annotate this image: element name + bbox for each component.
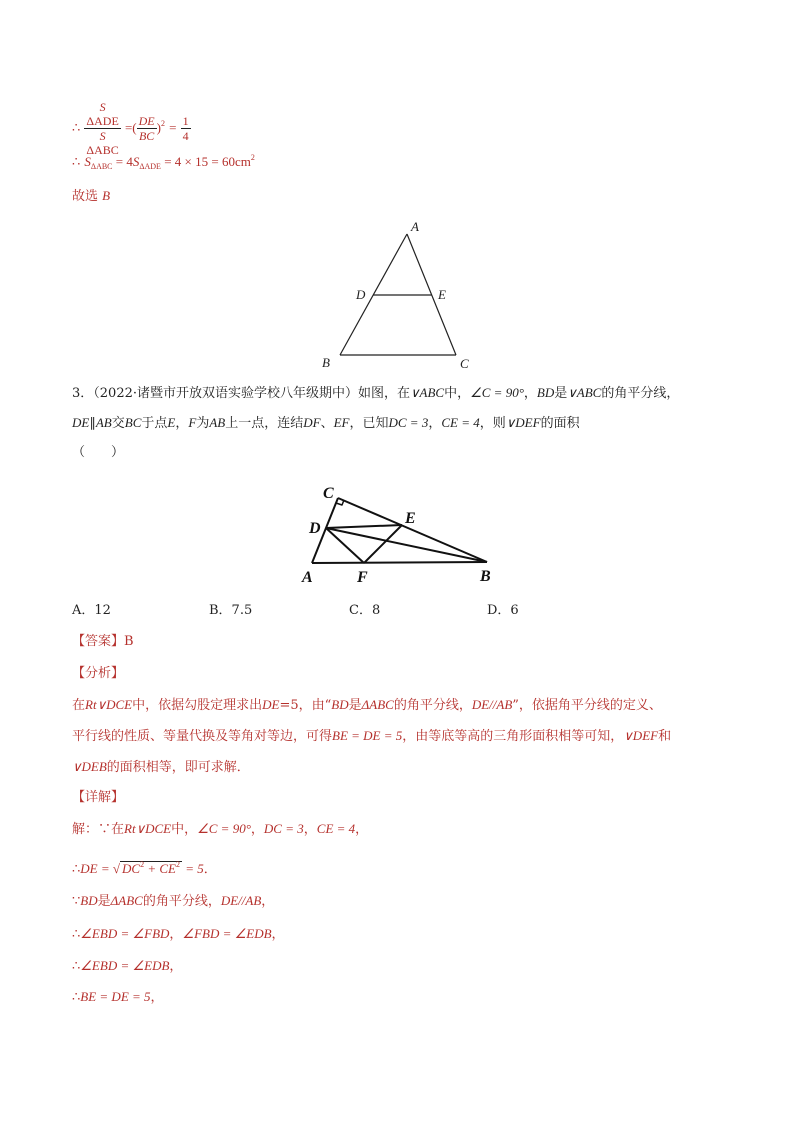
text: 是 xyxy=(97,894,111,909)
text: 的角平分线， xyxy=(601,386,680,401)
close-paren: ) xyxy=(156,120,161,135)
label-d: D xyxy=(356,287,366,302)
choose-answer-line xyxy=(72,186,110,207)
math: DC xyxy=(122,861,141,876)
math: E xyxy=(167,415,176,430)
math: = 5 xyxy=(181,861,204,876)
math: ΔABC xyxy=(361,697,394,712)
text: ，已知 xyxy=(349,416,389,431)
because-symbol: ∵ xyxy=(72,894,81,909)
text: ． xyxy=(203,862,217,877)
text: ， xyxy=(250,822,264,837)
detail-step-3 xyxy=(72,891,274,912)
therefore-symbol: ∴ xyxy=(72,155,81,170)
text: 的面积相等，即可求解． xyxy=(106,760,250,775)
math: BD xyxy=(331,697,349,712)
option-d[interactable]: D．6 xyxy=(487,603,519,618)
text: ， xyxy=(169,959,183,974)
segment-ef xyxy=(364,525,402,563)
math: ∨DEF xyxy=(623,728,659,743)
therefore-symbol: ∴ xyxy=(72,121,81,136)
math: ∠C = 90° xyxy=(470,385,524,400)
option-a[interactable]: A．12 xyxy=(72,603,111,618)
math: DE//AB xyxy=(471,697,513,712)
text: 中， xyxy=(444,386,471,401)
text: 的面积 xyxy=(540,416,580,431)
text: ，则 xyxy=(479,416,506,431)
answer-blank: （ ） xyxy=(72,445,125,460)
detail-step-5 xyxy=(72,956,182,977)
question-line-1 xyxy=(72,383,679,404)
text: 为 xyxy=(196,416,210,431)
math: BE = DE = 5 xyxy=(332,728,403,743)
text: 中， xyxy=(171,822,198,837)
segment-de xyxy=(326,525,402,528)
text: ， xyxy=(261,894,275,909)
label-a: A xyxy=(411,219,419,234)
label-e: E xyxy=(438,287,446,302)
therefore-symbol: ∴ xyxy=(72,927,81,942)
text: ， xyxy=(428,416,442,431)
option-c[interactable]: C．8 xyxy=(349,603,381,618)
text: 和 xyxy=(658,729,672,744)
text: 中，依据勾股定理求出 xyxy=(132,698,263,713)
area-symbol: S xyxy=(99,129,106,143)
label-c: C xyxy=(323,485,334,502)
label-b: B xyxy=(480,568,491,585)
area-symbol: S xyxy=(132,154,140,169)
fraction-de-bc xyxy=(137,114,157,143)
sqrt-radicand xyxy=(120,861,182,877)
math: F xyxy=(188,415,197,430)
detail-step-1 xyxy=(72,819,368,840)
math: Rt∨DCE xyxy=(124,821,172,836)
numerator: DE xyxy=(138,114,155,128)
text: 的角平分线， xyxy=(393,698,472,713)
choose-text: 故选 xyxy=(72,189,99,204)
equation-tail: = 4 × 15 = 60cm xyxy=(160,154,251,169)
math: DE xyxy=(72,415,90,430)
math: ∠FBD = ∠EDB xyxy=(182,926,272,941)
analysis-line-3 xyxy=(72,757,250,778)
math: DF xyxy=(303,415,321,430)
equals: = xyxy=(169,120,177,135)
math: AB xyxy=(209,415,226,430)
math: DE xyxy=(262,697,280,712)
side-cb xyxy=(338,498,487,562)
text: 、 xyxy=(320,416,334,431)
therefore-symbol: ∴ xyxy=(72,862,81,877)
math: CE = 4 xyxy=(316,821,356,836)
ratio-equation xyxy=(72,100,191,157)
math: ∨DEB xyxy=(72,759,107,774)
text: 的角平分线， xyxy=(142,894,221,909)
denominator: 4 xyxy=(182,129,189,143)
math: ∠C = 90° xyxy=(197,821,251,836)
subscript: ΔADE xyxy=(139,162,161,171)
math: DE = xyxy=(80,861,113,876)
math: CE = 4 xyxy=(441,415,480,430)
math: EF xyxy=(333,415,350,430)
choose-letter: B xyxy=(102,188,111,203)
text: 平行线的性质、等量代换及等角对等边，可得 xyxy=(72,729,333,744)
area-equation xyxy=(72,148,255,177)
therefore-symbol: ∴ xyxy=(72,959,81,974)
math: ∨ABC xyxy=(567,385,602,400)
text: 在 xyxy=(72,698,86,713)
math: BE = DE = 5 xyxy=(80,989,151,1004)
detail-tag: 【详解】 xyxy=(72,790,125,805)
label-a: A xyxy=(302,569,313,586)
answer-tag: 【答案】B xyxy=(72,634,134,649)
question-line-2 xyxy=(72,413,580,434)
detail-step-2: ∴DE = √ $DC^2 + CE^2 = 5$． xyxy=(72,860,217,877)
math: ∠EBD = ∠FBD xyxy=(80,926,170,941)
math: BC xyxy=(124,415,142,430)
figure-right-triangle-abc xyxy=(0,478,794,593)
text: ， xyxy=(355,822,369,837)
exponent: 2 xyxy=(175,860,180,869)
detail-step-6 xyxy=(72,987,164,1008)
denominator: BC xyxy=(138,129,155,143)
unit-exponent: 2 xyxy=(250,153,255,162)
question-line-3 xyxy=(72,443,124,463)
side-ab xyxy=(312,562,487,563)
text: 是 xyxy=(554,386,568,401)
equation-mid: = 4 xyxy=(112,154,133,169)
text: 交 xyxy=(111,416,125,431)
text: ， xyxy=(175,416,189,431)
math: Rt∨DCE xyxy=(85,697,133,712)
figure-triangle-ade xyxy=(0,218,794,378)
option-b[interactable]: B．7.5 xyxy=(209,603,253,618)
label-c: C xyxy=(460,356,469,371)
segment-df xyxy=(326,528,364,563)
detail-step-4 xyxy=(72,924,285,945)
text: ， xyxy=(169,927,183,942)
math: DC = 3 xyxy=(263,821,304,836)
math: + CE xyxy=(144,861,176,876)
label-e: E xyxy=(405,510,416,527)
numerator: 1 xyxy=(182,114,189,128)
fraction-one-quarter xyxy=(181,114,191,143)
text: ， xyxy=(523,386,537,401)
math: DE//AB xyxy=(220,893,262,908)
text: 3．（2022·诸暨市开放双语实验学校八年级期中）如图，在 xyxy=(72,386,410,401)
math: DC = 3 xyxy=(388,415,429,430)
text: =5，由“ xyxy=(279,698,332,713)
text: 于点 xyxy=(141,416,168,431)
math: BD xyxy=(536,385,555,400)
label-f: F xyxy=(357,569,368,586)
text: 是 xyxy=(348,698,362,713)
analysis-tag: 【分析】 xyxy=(72,666,125,681)
segment-bd xyxy=(326,528,487,562)
equals-paren: =( xyxy=(124,120,137,135)
math: ∠EBD = ∠EDB xyxy=(80,958,170,973)
text: ， xyxy=(303,822,317,837)
text: ，由等底等高的三角形面积相等可知， xyxy=(402,729,624,744)
analysis-line-1 xyxy=(72,695,662,716)
math: ∨DEF xyxy=(505,415,541,430)
therefore-symbol: ∴ xyxy=(72,990,81,1005)
math: ΔABC xyxy=(110,893,143,908)
math: BD xyxy=(80,893,98,908)
text: ”，依据角平分线的定义、 xyxy=(512,698,662,713)
label-d: D xyxy=(309,520,321,537)
text: 解：∵在 xyxy=(72,822,125,837)
subscript: ΔABC xyxy=(86,143,119,157)
area-symbol: S xyxy=(99,100,106,114)
analysis-line-2 xyxy=(72,726,671,747)
subscript: ΔABC xyxy=(90,162,113,171)
area-symbol: S xyxy=(84,154,91,169)
math: ∥ xyxy=(89,415,96,430)
text: 上一点，连结 xyxy=(225,416,304,431)
math: AB xyxy=(95,415,112,430)
subscript: ΔADE xyxy=(86,114,119,128)
text: ， xyxy=(150,990,164,1005)
math: ∨ABC xyxy=(410,385,445,400)
text: ， xyxy=(271,927,285,942)
exponent: 2 xyxy=(160,119,165,128)
label-b: B xyxy=(322,355,330,370)
exponent: 2 xyxy=(140,860,145,869)
